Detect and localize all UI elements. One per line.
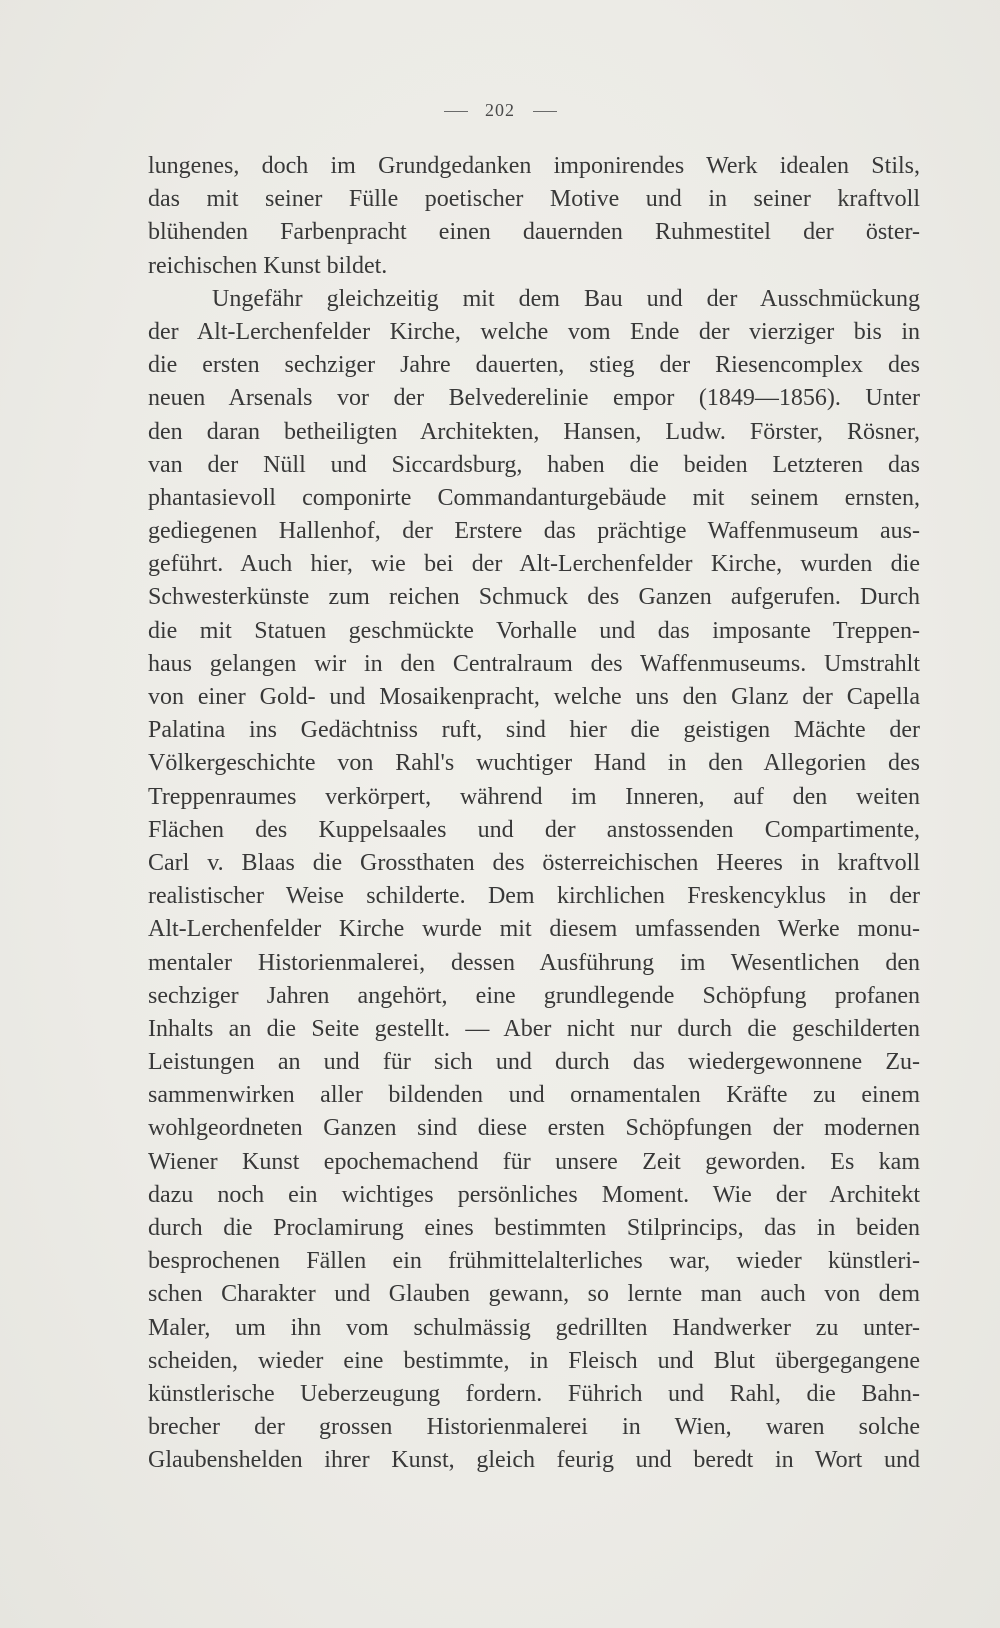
text-line: Inhalts an die Seite gestellt. — Aber nicht nur durch die geschilderten <box>148 1015 920 1042</box>
header-dash-left <box>444 111 468 112</box>
text-line: Schwesterkünste zum reichen Schmuck des Ganzen aufgerufen. Durch <box>148 584 920 611</box>
page-header <box>0 100 1000 121</box>
text-line: sammenwirken aller bildenden und ornamentalen Kräfte zu einem <box>148 1082 920 1109</box>
text-line: das mit seiner Fülle poetischer Motive und in seiner kraftvoll <box>148 186 920 213</box>
text-line: neuen Arsenals vor der Belvederelinie empor (1849—1856). Unter <box>148 385 920 412</box>
text-line: den daran betheiligten Architekten, Hansen, Ludw. Förster, Rösner, <box>148 418 920 445</box>
text-line: blühenden Farbenpracht einen dauernden Ruhmestitel der öster- <box>148 219 920 246</box>
text-line: reichischen Kunst bildet. <box>148 252 388 279</box>
text-line: Flächen des Kuppelsaales und der anstossenden Compartimente, <box>148 816 920 843</box>
text-line: sechziger Jahren angehört, eine grundlegende Schöpfung profanen <box>148 982 920 1009</box>
text-line: gediegenen Hallenhof, der Erstere das prächtige Waffenmuseum aus- <box>148 518 920 545</box>
text-line: Wiener Kunst epochemachend für unsere Zeit geworden. Es kam <box>148 1148 920 1175</box>
text-line: von einer Gold- und Mosaikenpracht, welche uns den Glanz der Capella <box>148 684 920 710</box>
text-line: Ungefähr gleichzeitig mit dem Bau und der Ausschmückung <box>212 285 920 312</box>
text-line: Leistungen an und für sich und durch das wiedergewonnene Zu- <box>148 1049 920 1076</box>
text-line: künstlerische Ueberzeugung fordern. Führich und Rahl, die Bahn- <box>148 1380 920 1407</box>
text-line: Carl v. Blaas die Grossthaten des österreichischen Heeres in kraftvoll <box>148 849 920 876</box>
text-line: lungenes, doch im Grundgedanken imponirendes Werk idealen Stils, <box>148 153 920 179</box>
text-line: die mit Statuen geschmückte Vorhalle und das imposante Treppen- <box>148 617 920 644</box>
text-line: Alt-Lerchenfelder Kirche wurde mit diesem umfassenden Werke monu- <box>148 916 920 943</box>
text-line: Palatina ins Gedächtniss ruft, sind hier die geistigen Mächte der <box>148 717 920 744</box>
text-line: scheiden, wieder eine bestimmte, in Fleisch und Blut übergegangene <box>148 1347 920 1374</box>
text-line: Maler, um ihn vom schulmässig gedrillten Handwerker zu unter- <box>148 1314 920 1341</box>
text-line: phantasievoll componirte Commandanturgebäude mit seinem ernsten, <box>148 484 920 511</box>
text-line: Glaubenshelden ihrer Kunst, gleich feurig und beredt in Wort und <box>148 1447 920 1474</box>
text-line: schen Charakter und Glauben gewann, so lernte man auch von dem <box>148 1281 920 1308</box>
text-line: dazu noch ein wichtiges persönliches Moment. Wie der Architekt <box>148 1181 920 1208</box>
text-line: der Alt-Lerchenfelder Kirche, welche vom Ende der vierziger bis in <box>148 318 920 345</box>
text-line: besprochenen Fällen ein frühmittelalterliches war, wieder künstleri- <box>148 1248 920 1275</box>
body-text <box>148 150 920 1478</box>
text-line: die ersten sechziger Jahre dauerten, stieg der Riesencomplex des <box>148 352 920 379</box>
text-line: van der Nüll und Siccardsburg, haben die beiden Letzteren das <box>148 451 920 478</box>
text-line: mentaler Historienmalerei, dessen Ausführung im Wesentlichen den <box>148 949 920 976</box>
text-line: geführt. Auch hier, wie bei der Alt-Lerchenfelder Kirche, wurden die <box>148 551 920 578</box>
text-line: Treppenraumes verkörpert, während im Inneren, auf den weiten <box>148 783 920 810</box>
header-dash-right <box>533 111 557 112</box>
text-line: durch die Proclamirung eines bestimmten Stilprincips, das in beiden <box>148 1215 920 1241</box>
page-number: 202 <box>485 100 515 120</box>
text-line: Völkergeschichte von Rahl's wuchtiger Hand in den Allegorien des <box>148 750 920 777</box>
text-line: haus gelangen wir in den Centralraum des Waffenmuseums. Umstrahlt <box>148 650 920 677</box>
text-line: wohlgeordneten Ganzen sind diese ersten Schöpfungen der modernen <box>148 1115 920 1142</box>
text-line: brecher der grossen Historienmalerei in Wien, waren solche <box>148 1414 920 1441</box>
text-line: realistischer Weise schilderte. Dem kirchlichen Freskencyklus in der <box>148 883 920 910</box>
